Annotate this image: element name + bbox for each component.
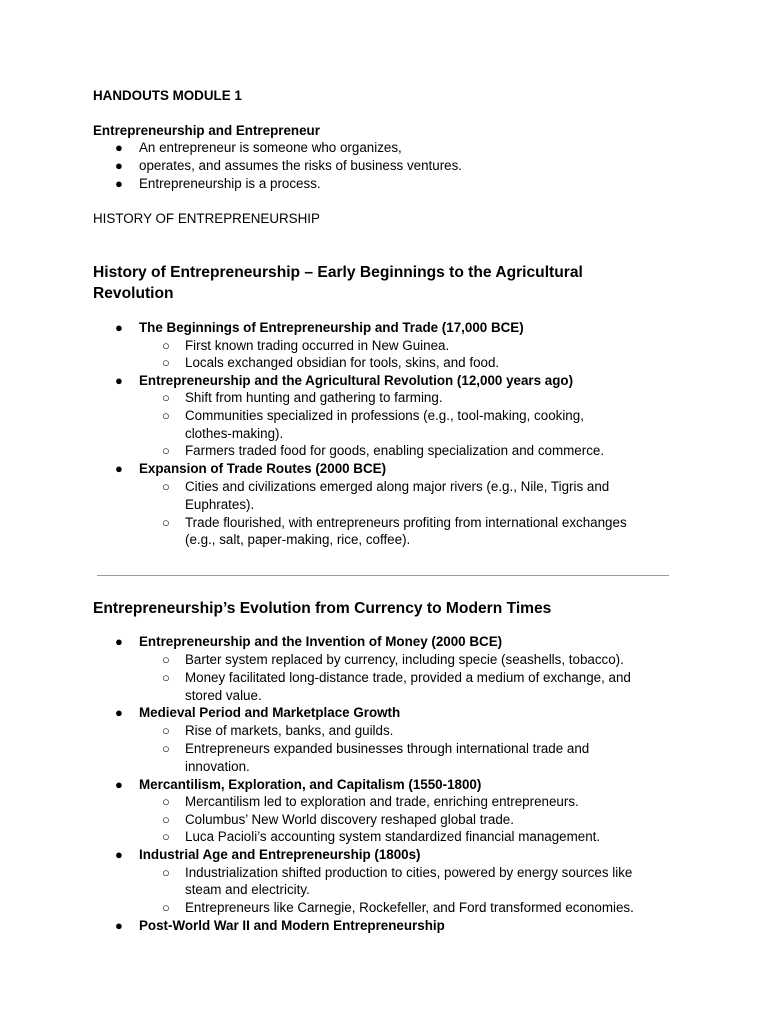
sub-bullet-glyph: ○ [162, 741, 170, 756]
section2-sub-item-continued: steam and electricity. [185, 882, 310, 897]
sub-bullet-glyph: ○ [162, 812, 170, 827]
sub-bullet-glyph: ○ [162, 794, 170, 809]
section1-sub-item: Shift from hunting and gathering to farming. [185, 390, 443, 405]
section2-sub-item-continued: innovation. [185, 759, 250, 774]
section2-sub-item: Luca Pacioli’s accounting system standardized financial management. [185, 829, 601, 844]
section2-sub-item: Rise of markets, banks, and guilds. [185, 723, 394, 738]
section2-sub-item: Entrepreneurs expanded businesses through international trade and [185, 741, 590, 756]
sub-bullet-glyph: ○ [162, 390, 170, 405]
section1-item-label: Entrepreneurship and the Agricultural Revolution (12,000 years ago) [139, 373, 574, 388]
bullet-glyph: ● [115, 140, 123, 155]
bullet-glyph: ● [115, 373, 123, 388]
section2-item-label: Medieval Period and Marketplace Growth [139, 705, 401, 720]
section2-sub-item: Barter system replaced by currency, including specie (seashells, tobacco). [185, 652, 624, 667]
section1-item-label: The Beginnings of Entrepreneurship and Trade (17,000 BCE) [139, 320, 524, 335]
section1-sub-item-continued: Euphrates). [185, 497, 255, 512]
section2-item-label: Post-World War II and Modern Entrepreneurship [139, 918, 445, 933]
section1-sub-item: Farmers traded food for goods, enabling specialization and commerce. [185, 443, 605, 458]
section1-heading-line1: History of Entrepreneurship – Early Beginnings to the Agricultural [93, 264, 583, 281]
section2-item-label: Entrepreneurship and the Invention of Money (2000 BCE) [139, 634, 503, 649]
intro-bullet-item: Entrepreneurship is a process. [139, 176, 321, 191]
bullet-glyph: ● [115, 158, 123, 173]
bullet-glyph: ● [115, 176, 123, 191]
document-title: HANDOUTS MODULE 1 [93, 88, 242, 103]
sub-bullet-glyph: ○ [162, 443, 170, 458]
section2-sub-item: Columbus’ New World discovery reshaped global trade. [185, 812, 514, 827]
bullet-glyph: ● [115, 918, 123, 933]
sub-bullet-glyph: ○ [162, 355, 170, 370]
history-label: HISTORY OF ENTREPRENEURSHIP [93, 211, 320, 226]
section2-sub-item: Industrialization shifted production to cities, powered by energy sources like [185, 865, 633, 880]
sub-bullet-glyph: ○ [162, 338, 170, 353]
section1-sub-item: Communities specialized in professions (e.g., tool-making, cooking, [185, 408, 584, 423]
sub-bullet-glyph: ○ [162, 408, 170, 423]
section1-sub-item: Cities and civilizations emerged along major rivers (e.g., Nile, Tigris and [185, 479, 610, 494]
section1-heading-line2: Revolution [93, 285, 174, 302]
section1-sub-item-continued: (e.g., salt, paper-making, rice, coffee). [185, 532, 411, 547]
section2-sub-item: Entrepreneurs like Carnegie, Rockefeller, and Ford transformed economies. [185, 900, 634, 915]
section-divider [97, 575, 669, 576]
section1-sub-item: Locals exchanged obsidian for tools, skins, and food. [185, 355, 500, 370]
section1-sub-item-continued: clothes-making). [185, 426, 284, 441]
intro-bullet-item: operates, and assumes the risks of business ventures. [139, 158, 463, 173]
bullet-glyph: ● [115, 705, 123, 720]
sub-bullet-glyph: ○ [162, 900, 170, 915]
section2-sub-item: Mercantilism led to exploration and trade, enriching entrepreneurs. [185, 794, 579, 809]
sub-bullet-glyph: ○ [162, 723, 170, 738]
sub-bullet-glyph: ○ [162, 515, 170, 530]
section2-item-label: Industrial Age and Entrepreneurship (1800s) [139, 847, 421, 862]
section2-item-label: Mercantilism, Exploration, and Capitalism (1550-1800) [139, 777, 482, 792]
bullet-glyph: ● [115, 847, 123, 862]
section1-sub-item: First known trading occurred in New Guinea. [185, 338, 450, 353]
section2-sub-item: Money facilitated long-distance trade, provided a medium of exchange, and [185, 670, 631, 685]
intro-heading: Entrepreneurship and Entrepreneur [93, 123, 320, 138]
sub-bullet-glyph: ○ [162, 652, 170, 667]
sub-bullet-glyph: ○ [162, 829, 170, 844]
sub-bullet-glyph: ○ [162, 865, 170, 880]
section1-item-label: Expansion of Trade Routes (2000 BCE) [139, 461, 387, 476]
sub-bullet-glyph: ○ [162, 479, 170, 494]
bullet-glyph: ● [115, 634, 123, 649]
bullet-glyph: ● [115, 461, 123, 476]
sub-bullet-glyph: ○ [162, 670, 170, 685]
bullet-glyph: ● [115, 777, 123, 792]
section2-heading: Entrepreneurship’s Evolution from Currency to Modern Times [93, 600, 552, 617]
intro-bullet-item: An entrepreneur is someone who organizes, [139, 140, 402, 155]
section1-sub-item: Trade flourished, with entrepreneurs profiting from international exchanges [185, 515, 627, 530]
section2-sub-item-continued: stored value. [185, 688, 262, 703]
bullet-glyph: ● [115, 320, 123, 335]
